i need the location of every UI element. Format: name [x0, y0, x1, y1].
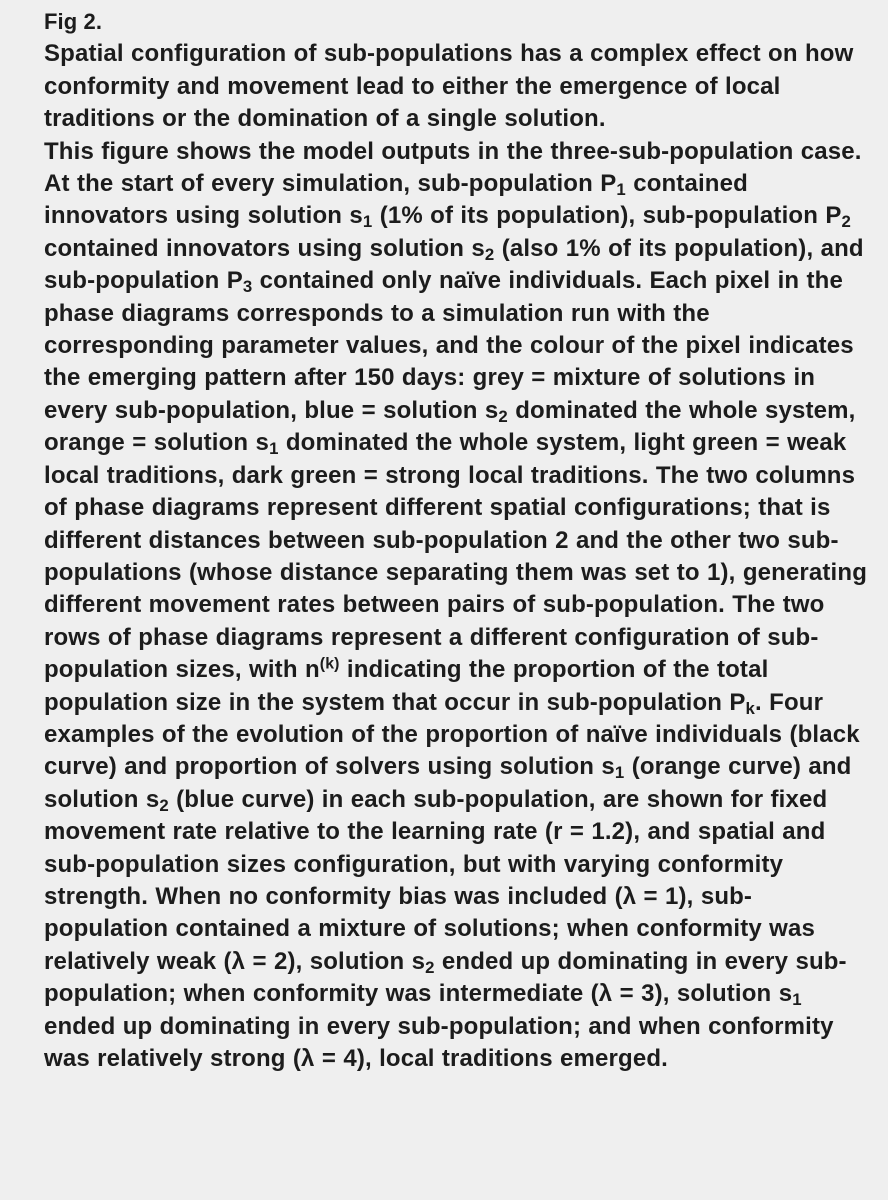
subscript: 2 [425, 957, 435, 977]
subscript: 1 [792, 990, 802, 1010]
caption-text: This figure shows the model outputs in the three-sub-population case. At the start of every simulation, sub-population P [44, 137, 862, 198]
caption-text: ended up dominating in every sub-population; and when conformity was relatively strong (λ = 4), local traditions emerged. [44, 1012, 834, 1072]
subscript: 2 [498, 407, 508, 427]
subscript: 1 [616, 180, 626, 200]
caption-text: (blue curve) in each sub-population, are shown for fixed movement rate relative to the learning rate (r = 1.2), and spatial and sub-population sizes configuration, but with varying conformity strength. When no conformity bias was included (λ = 1), sub-population contained a mixture of solutions; when conformity was relatively weak (λ = 2), solution s [44, 785, 828, 975]
caption-text: indicating the proportion of the total population size in the system that occur in sub-population P [44, 656, 769, 716]
caption-text: dominated the whole system, light green = weak local traditions, dark green = strong local traditions. The two columns of phase diagrams represent different spatial configurations; that is different distances between sub-population 2 and the other two sub-populations (whose distance separating them was set to 1), generating different movement rates between pairs of sub-population. The two rows of phase diagrams represent a different configuration of sub-population sizes, with n [44, 429, 867, 684]
subscript: 3 [242, 277, 253, 297]
figure-title: Spatial configuration of sub-populations has a complex effect on how conformity and movement lead to either the emergence of local traditions or the domination of a single solution. [44, 40, 854, 133]
superscript: (k) [319, 655, 340, 673]
caption-text: contained innovators using solution s [44, 234, 485, 262]
subscript: 2 [484, 245, 495, 265]
subscript: 1 [362, 212, 373, 232]
caption-text: ended up dominating in every sub-population; when conformity was intermediate (λ = 3), solution s [44, 947, 847, 1008]
caption-text: (1% of its population), sub-population P [372, 202, 842, 230]
figure-description [44, 136, 874, 1076]
figure-label: Fig 2. [44, 9, 103, 34]
caption-text: dominated the whole system, orange = solution s [44, 396, 856, 457]
subscript: 1 [269, 439, 279, 459]
caption-text: (also 1% of its population), and sub-population P [44, 234, 864, 295]
caption-text: (orange curve) and solution s [44, 753, 852, 813]
caption-text: contained innovators using solution s [44, 170, 748, 230]
subscript: 1 [614, 763, 625, 783]
caption-text: contained only naïve individuals. Each pixel in the phase diagrams corresponds to a simulation run with the corresponding parameter values, and the colour of the pixel indicates the emerging pattern after 150 days: grey = mixture of solutions in every sub-population, blue = solution s [44, 267, 854, 424]
subscript: 2 [159, 795, 169, 815]
subscript: 2 [841, 212, 851, 232]
caption-text: . Four examples of the evolution of the proportion of naïve individuals (black curve) and proportion of solvers using solution s [44, 688, 860, 781]
subscript: k [745, 698, 756, 718]
